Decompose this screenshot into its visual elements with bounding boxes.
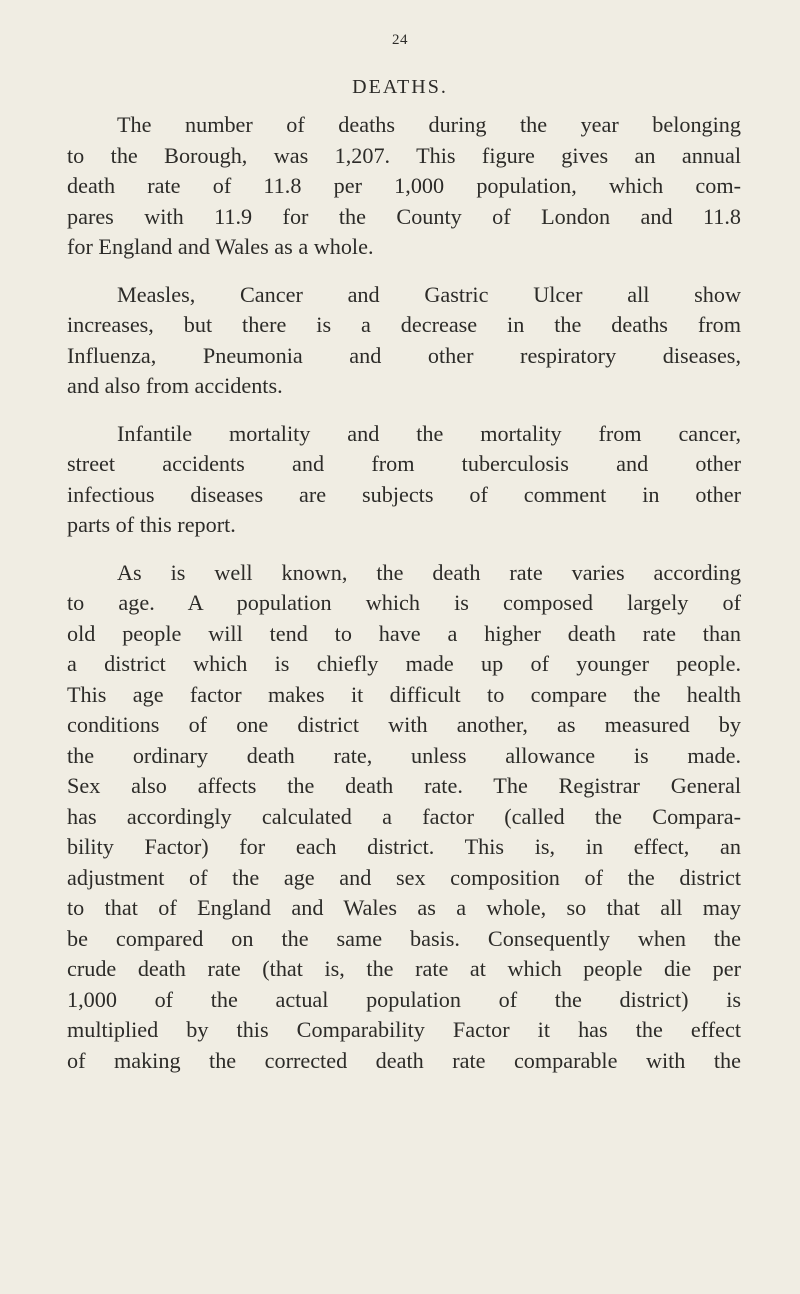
text-line: crude death rate (that is, the rate at which people die per: [67, 956, 741, 981]
text-line: and also from accidents.: [67, 373, 283, 398]
text-line: be compared on the same basis. Consequently when the: [67, 925, 741, 951]
text-line: The number of deaths during the year belonging: [117, 112, 741, 137]
text-line: of making the corrected death rate comparable with the: [67, 1047, 741, 1073]
page-number: 24: [392, 32, 408, 48]
paragraph-infantile-mortality: [67, 419, 741, 541]
text-line: parts of this report.: [67, 512, 236, 537]
text-line: Influenza, Pneumonia and other respiratory diseases,: [67, 342, 741, 368]
text-line: has accordingly calculated a factor (called the Compara-: [67, 803, 741, 829]
text-line: infectious diseases are subjects of comment in other: [67, 481, 741, 507]
text-line: for England and Wales as a whole.: [67, 234, 374, 259]
text-line: As is well known, the death rate varies according: [117, 559, 741, 585]
text-line: old people will tend to have a higher death rate than: [67, 620, 741, 646]
text-line: multiplied by this Comparability Factor it has the effect: [67, 1017, 741, 1042]
paragraph-increases-decreases: [67, 280, 741, 402]
text-line: to that of England and Wales as a whole, so that all may: [67, 895, 741, 920]
text-line: adjustment of the age and sex composition of the district: [67, 864, 741, 890]
text-line: a district which is chiefly made up of younger people.: [67, 651, 741, 676]
text-line: increases, but there is a decrease in the deaths from: [67, 312, 741, 337]
text-line: pares with 11.9 for the County of London and 11.8: [67, 203, 741, 229]
text-line: Measles, Cancer and Gastric Ulcer all show: [117, 281, 741, 307]
text-line: to age. A population which is composed largely of: [67, 590, 741, 615]
body-text: [67, 110, 741, 1093]
text-line: to the Borough, was 1,207. This figure gives an annual: [67, 142, 741, 168]
section-heading: DEATHS.: [352, 76, 448, 98]
paragraph-comparability-factor: [67, 558, 741, 1077]
text-line: bility Factor) for each district. This is, in effect, an: [67, 834, 741, 859]
paragraph-deaths-summary: [67, 110, 741, 263]
text-line: the ordinary death rate, unless allowance is made.: [67, 742, 741, 768]
text-line: death rate of 11.8 per 1,000 population, which com-: [67, 173, 741, 198]
text-line: Sex also affects the death rate. The Registrar General: [67, 773, 741, 798]
text-line: This age factor makes it difficult to compare the health: [67, 681, 741, 707]
text-line: Infantile mortality and the mortality from cancer,: [117, 420, 741, 446]
text-line: 1,000 of the actual population of the district) is: [67, 986, 741, 1012]
text-line: street accidents and from tuberculosis and other: [67, 451, 741, 476]
text-line: conditions of one district with another, as measured by: [67, 712, 741, 737]
